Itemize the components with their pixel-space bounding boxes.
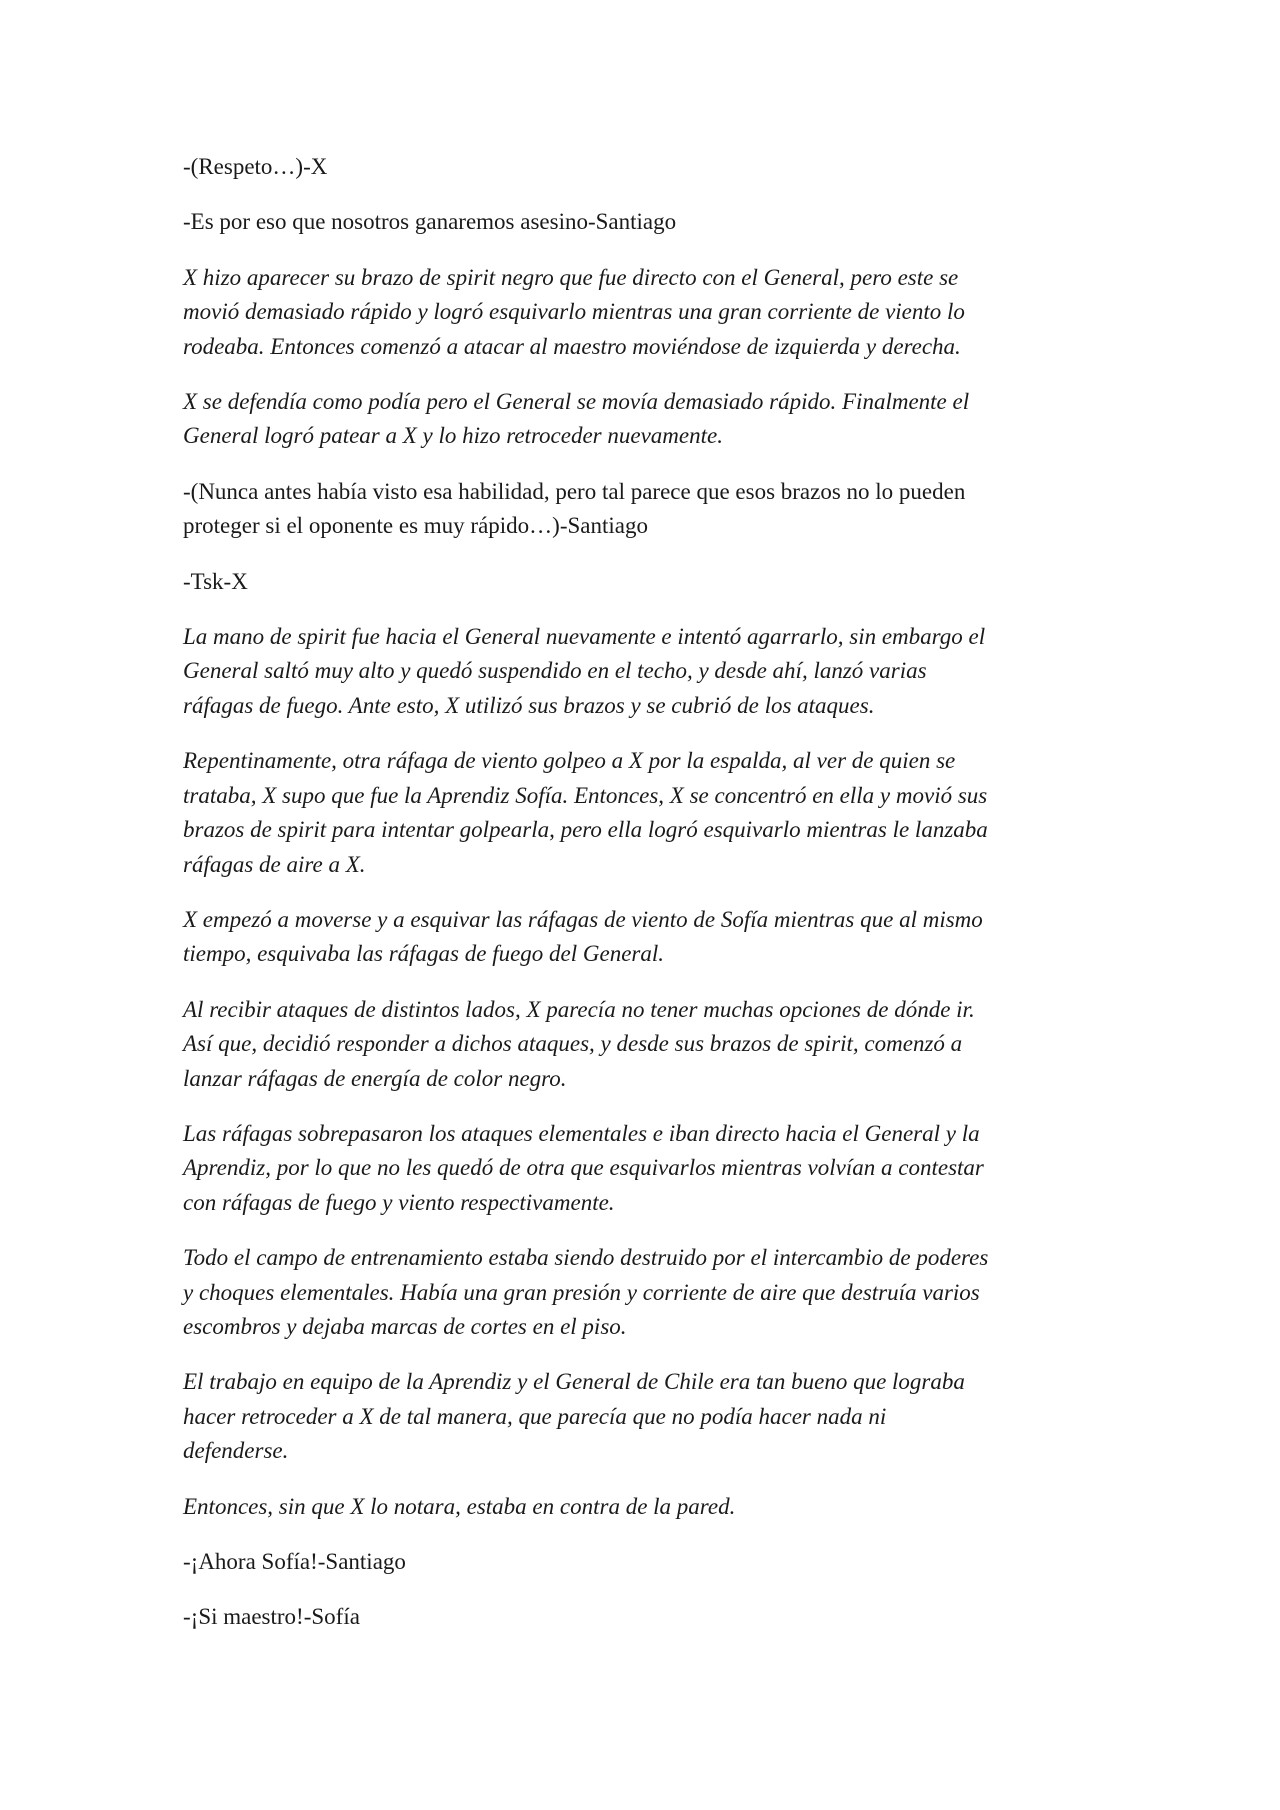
text-line: Así que, decidió responder a dichos ataques, y desde sus brazos de spirit, comenzó a [183, 1031, 963, 1057]
text-line: ráfagas de fuego. Ante esto, X utilizó sus brazos y se cubrió de los ataques. [183, 692, 875, 718]
narrative-paragraph [183, 1490, 1095, 1524]
text-line: brazos de spirit para intentar golpearla, pero ella logró esquivarlo mientras le lanzaba [183, 817, 988, 843]
text-line: -¡Ahora Sofía!-Santiago [183, 1549, 406, 1574]
text-line: y choques elementales. Había una gran presión y corriente de aire que destruía varios [183, 1279, 980, 1305]
text-line: -¡Si maestro!-Sofía [183, 1604, 360, 1630]
narrative-paragraph [183, 1241, 1095, 1344]
text-line: con ráfagas de fuego y viento respectivamente. [183, 1189, 615, 1215]
document-body [183, 150, 1095, 1656]
text-line: Repentinamente, otra ráfaga de viento golpeo a X por la espalda, al ver de quien se [183, 748, 956, 774]
text-line: Al recibir ataques de distintos lados, X parecía no tener muchas opciones de dónde ir. [183, 996, 975, 1022]
dialogue-line [183, 1600, 1095, 1634]
dialogue-line [183, 475, 1095, 544]
text-line: Las ráfagas sobrepasaron los ataques elementales e iban directo hacia el General y la [183, 1120, 980, 1146]
text-line: -(Respeto…)-X [183, 154, 328, 179]
narrative-paragraph [183, 620, 1095, 723]
narrative-paragraph [183, 261, 1095, 364]
text-line: -(Nunca antes había visto esa habilidad, pero tal parece que esos brazos no lo pueden [183, 478, 966, 504]
text-line: X empezó a moverse y a esquivar las ráfagas de viento de Sofía mientras que al mismo [183, 906, 983, 932]
text-line: trataba, X supo que fue la Aprendiz Sofía. Entonces, X se concentró en ella y movió sus [183, 782, 988, 808]
dialogue-line [183, 205, 1095, 239]
text-line: hacer retroceder a X de tal manera, que parecía que no podía hacer nada ni [183, 1403, 887, 1429]
text-line: Todo el campo de entrenamiento estaba siendo destruido por el intercambio de poderes [183, 1245, 989, 1271]
text-line: ráfagas de aire a X. [183, 851, 366, 877]
text-line: escombros y dejaba marcas de cortes en el piso. [183, 1313, 627, 1339]
text-line: lanzar ráfagas de energía de color negro. [183, 1065, 567, 1091]
text-line: rodeaba. Entonces comenzó a atacar al maestro moviéndose de izquierda y derecha. [183, 333, 961, 359]
text-line: defenderse. [183, 1438, 289, 1464]
narrative-paragraph [183, 993, 1095, 1096]
text-line: General saltó muy alto y quedó suspendido en el techo, y desde ahí, lanzó varias [183, 658, 927, 684]
dialogue-line [183, 565, 1095, 599]
text-line: El trabajo en equipo de la Aprendiz y el General de Chile era tan bueno que lograba [183, 1369, 965, 1395]
text-line: movió demasiado rápido y logró esquivarlo mientras una gran corriente de viento lo [183, 299, 965, 325]
narrative-paragraph [183, 385, 1095, 454]
text-line: -Tsk-X [183, 568, 248, 594]
text-line: -Es por eso que nosotros ganaremos asesino-Santiago [183, 209, 677, 235]
text-line: Entonces, sin que X lo notara, estaba en contra de la pared. [183, 1493, 736, 1519]
text-line: Aprendiz, por lo que no les quedó de otra que esquivarlos mientras volvían a contestar [183, 1155, 984, 1181]
dialogue-line [183, 1545, 1095, 1579]
text-line: X se defendía como podía pero el General se movía demasiado rápido. Finalmente el [183, 389, 970, 415]
dialogue-line [183, 150, 1095, 184]
text-line: La mano de spirit fue hacia el General nuevamente e intentó agarrarlo, sin embargo el [183, 624, 986, 650]
text-line: proteger si el oponente es muy rápido…)-Santiago [183, 513, 648, 539]
narrative-paragraph [183, 903, 1095, 972]
narrative-paragraph [183, 1365, 1095, 1468]
narrative-paragraph [183, 1117, 1095, 1220]
text-line: General logró patear a X y lo hizo retroceder nuevamente. [183, 423, 723, 449]
text-line: tiempo, esquivaba las ráfagas de fuego del General. [183, 941, 665, 967]
narrative-paragraph [183, 744, 1095, 882]
text-line: X hizo aparecer su brazo de spirit negro que fue directo con el General, pero este se [183, 264, 959, 290]
